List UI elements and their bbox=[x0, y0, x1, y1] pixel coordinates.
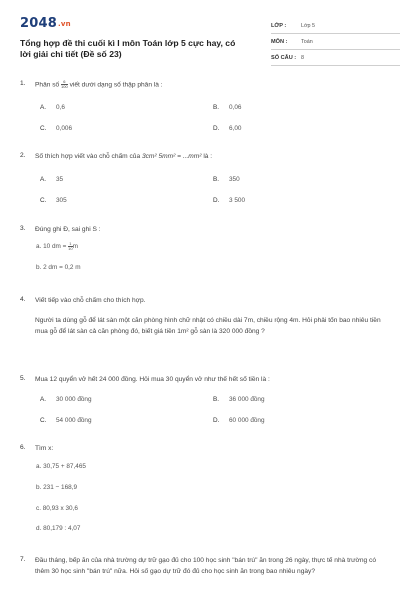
question-text-prefix: Số thích hợp viết vào chỗ chấm của bbox=[35, 153, 141, 160]
question-5 bbox=[20, 375, 382, 435]
option-text: 350 bbox=[229, 176, 240, 183]
option-letter: C. bbox=[40, 125, 47, 132]
meta-label: MÔN : bbox=[271, 38, 288, 45]
meta-value: 8 bbox=[301, 54, 304, 61]
question-paragraph: Người ta dùng gỗ để lát sàn một căn phòng hình chữ nhật có chiều dài 7m, chiều rộng 4m. Hỏi phải tốn bao nhiêu tiền mua gỗ để lát sàn cả căn phòng đó, biết giá tiền 1m² gỗ sàn là 320 000 đồng ? bbox=[35, 317, 381, 335]
fraction-numerator: 6 bbox=[63, 79, 66, 84]
option-d[interactable] bbox=[213, 125, 241, 132]
option-a[interactable] bbox=[40, 176, 63, 183]
fraction-denominator: 10 bbox=[68, 246, 73, 251]
question-7 bbox=[20, 556, 382, 596]
meta-row-class bbox=[271, 18, 400, 34]
question-number: 3. bbox=[20, 225, 26, 232]
question-2 bbox=[20, 152, 382, 212]
question-text-prefix: Phân số bbox=[35, 81, 60, 89]
question-number: 2. bbox=[20, 152, 26, 159]
question-text-suffix: là : bbox=[203, 153, 213, 160]
worksheet-header bbox=[18, 10, 382, 66]
option-text: 60 000 đồng bbox=[229, 417, 265, 424]
question-text: Viết tiếp vào chỗ chấm cho thích hợp. bbox=[35, 297, 146, 304]
option-b[interactable] bbox=[213, 176, 240, 183]
option-text: 305 bbox=[56, 197, 67, 204]
option-c[interactable] bbox=[40, 197, 67, 204]
option-d[interactable] bbox=[213, 417, 265, 424]
question-number: 5. bbox=[20, 375, 26, 382]
question-number: 4. bbox=[20, 296, 26, 303]
meta-label: SỐ CÂU : bbox=[271, 54, 297, 61]
expression-b: b. 231 − 168,9 bbox=[36, 484, 78, 491]
meta-label: LỚP : bbox=[271, 22, 287, 29]
fraction-denominator: 100 bbox=[61, 84, 68, 89]
option-text: 54 000 đồng bbox=[56, 417, 92, 424]
meta-value: Lớp 5 bbox=[301, 22, 316, 29]
site-logo[interactable] bbox=[20, 16, 71, 31]
option-c[interactable] bbox=[40, 417, 92, 424]
option-b[interactable] bbox=[213, 104, 241, 111]
page-title: Tổng hợp đề thi cuối kì I môn Toán lớp 5 cực hay, có lời giải chi tiết (Đề số 23) bbox=[20, 38, 236, 59]
question-text: Mua 12 quyển vở hết 24 000 đồng. Hỏi mua 30 quyển vở như thế hết số tiền là : bbox=[35, 376, 270, 383]
logo-text: 2048 bbox=[20, 16, 57, 31]
expression-c: c. 80,93 x 30,6 bbox=[36, 505, 78, 512]
option-letter: C. bbox=[40, 197, 47, 204]
option-text: 30 000 đồng bbox=[56, 396, 92, 403]
question-number: 1. bbox=[20, 80, 26, 87]
question-text bbox=[35, 152, 382, 162]
option-text: 6,00 bbox=[229, 125, 242, 132]
option-a[interactable] bbox=[40, 104, 65, 111]
expression-d: d. 80,179 : 4,07 bbox=[36, 525, 81, 532]
question-6 bbox=[20, 444, 382, 539]
question-number: 7. bbox=[20, 556, 26, 563]
question-3 bbox=[20, 225, 382, 280]
option-letter: D. bbox=[213, 125, 220, 132]
math-expression: 3cm² 5mm² = ...mm² bbox=[141, 153, 202, 160]
meta-row-count bbox=[271, 50, 400, 66]
option-letter: B. bbox=[213, 176, 220, 183]
option-letter: D. bbox=[213, 197, 220, 204]
fraction bbox=[61, 80, 68, 89]
statement-b: b. 2 dm = 0,2 m bbox=[36, 264, 81, 271]
question-1 bbox=[20, 80, 382, 140]
meta-row-subject bbox=[271, 34, 400, 50]
option-text: 0,006 bbox=[56, 125, 72, 132]
option-c[interactable] bbox=[40, 125, 72, 132]
option-text: 0,06 bbox=[229, 104, 242, 111]
statement-prefix: a. 10 dm = bbox=[36, 243, 67, 251]
question-number: 6. bbox=[20, 444, 26, 451]
option-letter: B. bbox=[213, 104, 220, 111]
logo-suffix: .vn bbox=[57, 20, 71, 28]
question-text bbox=[35, 80, 382, 90]
option-b[interactable] bbox=[213, 396, 265, 403]
question-paragraph: Đầu tháng, bếp ăn của nhà trường dự trữ gạo đủ cho 100 học sinh "bán trú" ăn trong 26 ngày, thực tế nhà trường có thêm 30 học sinh "bán trú" nữa. Hỏi số gạo dự trữ đó đủ cho học sinh ăn trong bao nhiêu ngày? bbox=[35, 557, 377, 575]
statement-a bbox=[36, 242, 78, 251]
option-text: 36 000 đồng bbox=[229, 396, 265, 403]
option-letter: B. bbox=[213, 396, 220, 403]
option-text: 3 500 bbox=[229, 197, 245, 204]
option-text: 0,6 bbox=[56, 104, 65, 111]
option-d[interactable] bbox=[213, 197, 245, 204]
statement-suffix: m bbox=[72, 243, 78, 251]
question-text-suffix: viết dưới dạng số thập phân là : bbox=[69, 81, 163, 89]
option-letter: A. bbox=[40, 396, 47, 403]
option-letter: A. bbox=[40, 176, 47, 183]
option-a[interactable] bbox=[40, 396, 92, 403]
option-letter: D. bbox=[213, 417, 220, 424]
meta-box bbox=[271, 18, 400, 66]
question-text: Tìm x: bbox=[35, 445, 54, 452]
question-text: Đúng ghi Đ, sai ghi S : bbox=[35, 226, 101, 233]
question-4 bbox=[20, 296, 382, 356]
option-letter: A. bbox=[40, 104, 47, 111]
option-text: 35 bbox=[56, 176, 64, 183]
option-letter: C. bbox=[40, 417, 47, 424]
expression-a: a. 30,75 + 87,465 bbox=[36, 463, 86, 470]
fraction-numerator: 1 bbox=[69, 241, 72, 246]
meta-value: Toán bbox=[301, 38, 313, 45]
